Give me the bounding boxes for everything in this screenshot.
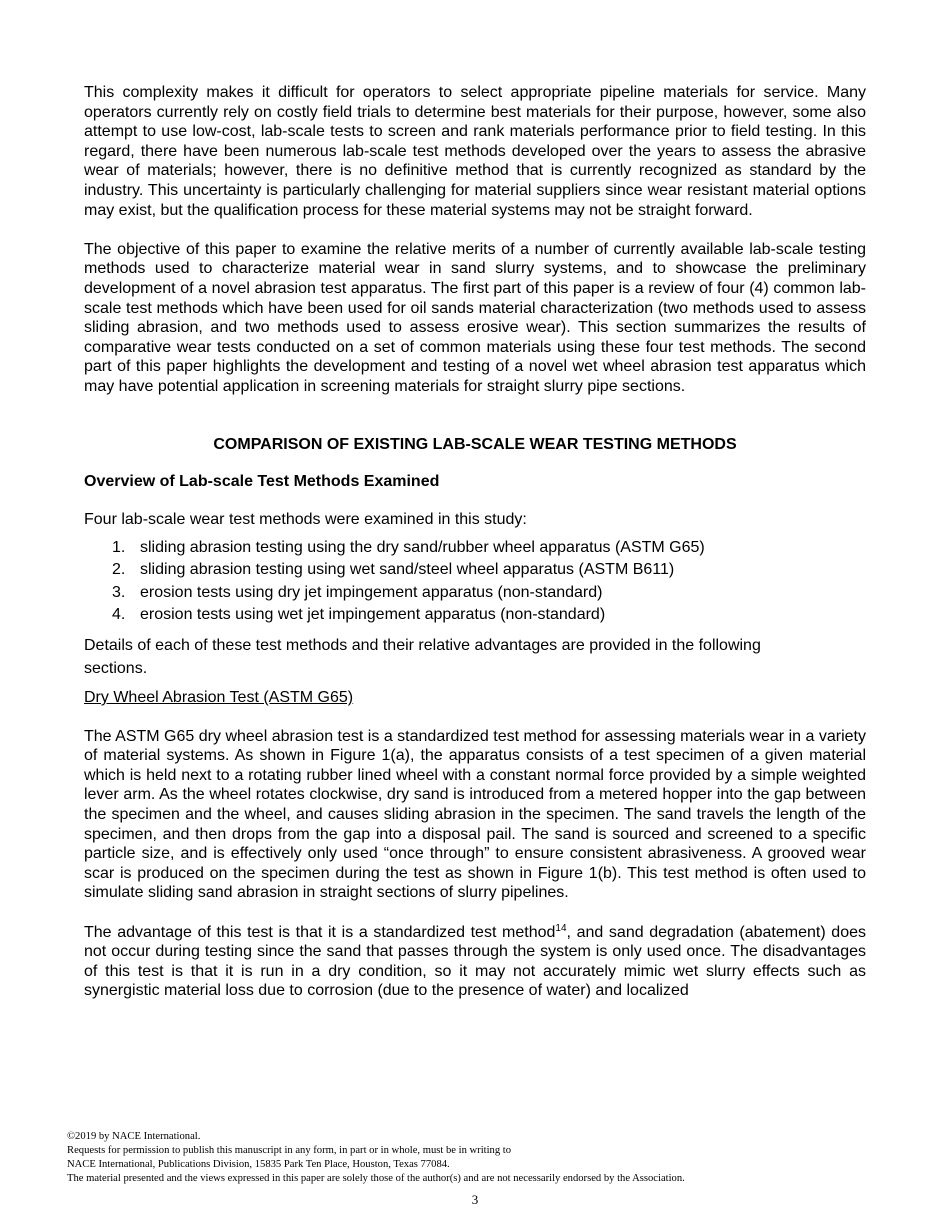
list-item-number: 4.: [112, 606, 126, 624]
list-item-number: 1.: [112, 538, 126, 556]
section-heading: COMPARISON OF EXISTING LAB-SCALE WEAR TESTING METHODS: [213, 435, 737, 453]
footer-permission: Requests for permission to publish this manuscript in any form, in part or in whole, must be in writing to: [67, 1145, 512, 1156]
page-body: [84, 83, 866, 1001]
methods-details-text: Details of each of these test methods and their relative advantages are provided in the following sections.: [84, 637, 761, 678]
methods-list: [84, 537, 866, 627]
list-item-number: 2.: [112, 561, 126, 579]
list-item: [112, 582, 866, 605]
objective-paragraph: The objective of this paper to examine the relative merits of a number of currently available lab-scale testing methods used to characterize material wear in sand slurry systems, and to showcase the preliminary development of a novel abrasion test apparatus. The first part of this paper is a review of four (4) common lab-scale test methods which have been used for oil sands material characterization (two methods used to assess sliding abrasion, and two methods used to assess erosive wear). This section summarizes the results of comparative wear tests conducted on a set of common materials using these four test methods. The second part of this paper highlights the development and testing of a novel wet wheel abrasion test apparatus which may have potential application in screening materials for straight slurry pipe sections.: [84, 240, 866, 395]
intro-paragraph: This complexity makes it difficult for operators to select appropriate pipeline materials for service. Many operators currently rely on costly field trials to determine best materials for their purpose, however, some also attempt to use low-cost, lab-scale tests to screen and rank materials performance prior to field testing. In this regard, there have been numerous lab-scale test methods developed over the years to assess the abrasive wear of materials; however, there is no definitive method that is currently recognized as standard by the industry. This uncertainty is particularly challenging for material suppliers since wear resistant material options may exist, but the qualification process for these material systems may not be straight forward.: [84, 84, 866, 219]
footer-copyright: ©2019 by NACE International.: [67, 1131, 201, 1142]
dry-wheel-description: The ASTM G65 dry wheel abrasion test is a standardized test method for assessing materials wear in a variety of material systems. As shown in Figure 1(a), the apparatus consists of a test specimen of a given material which is held next to a rotating rubber lined wheel with a constant normal force provided by a simple weighted lever arm. As the wheel rotates clockwise, dry sand is introduced from a metered hopper into the gap between the specimen and the wheel, and causes sliding abrasion in the specimen. The sand travels the length of the specimen, and then drops from the gap into a disposal pail. The sand is sourced and screened to a specific particle size, and is effectively only used “once through” to ensure consistent abrasiveness. A grooved wear scar is produced on the specimen during the test as shown in Figure 1(b). This test method is often used to simulate sliding sand abrasion in straight sections of slurry pipelines.: [84, 727, 866, 902]
subsection-heading: Overview of Lab-scale Test Methods Examined: [84, 473, 440, 491]
reference-superscript: 14: [555, 922, 567, 934]
dry-wheel-heading: Dry Wheel Abrasion Test (ASTM G65): [84, 689, 354, 707]
list-item: [112, 537, 866, 560]
list-item: [112, 559, 866, 582]
list-item-text: sliding abrasion testing using the dry sand/rubber wheel apparatus (ASTM G65): [140, 538, 705, 556]
list-item-text: erosion tests using wet jet impingement apparatus (non-standard): [140, 606, 606, 624]
list-item-text: sliding abrasion testing using wet sand/steel wheel apparatus (ASTM B611): [140, 561, 675, 579]
advantages-text-start: The advantage of this test is that it is a standardized test method: [84, 923, 556, 941]
footer-address: NACE International, Publications Division, 15835 Park Ten Place, Houston, Texas 77084.: [67, 1159, 450, 1170]
list-item: [112, 604, 866, 627]
advantages-text-end: , and sand degradation (abatement) does not occur during testing since the sand that passes through the system is only used once. The disadvantages of this test is that it is run in a dry condition, so it may not accurately mimic wet slurry effects such as synergistic material loss due to corrosion (due to the presence of water) and localized: [84, 923, 866, 1000]
methods-intro: Four lab-scale wear test methods were examined in this study:: [84, 510, 527, 528]
copyright-footer: [67, 1130, 897, 1186]
page-number: 3: [471, 1192, 479, 1207]
list-item-number: 3.: [112, 583, 126, 601]
footer-disclaimer: The material presented and the views expressed in this paper are solely those of the author(s) and are not necessarily endorsed by the Association.: [67, 1173, 685, 1184]
list-item-text: erosion tests using dry jet impingement apparatus (non-standard): [140, 583, 603, 601]
dry-wheel-advantages: [84, 923, 866, 1001]
